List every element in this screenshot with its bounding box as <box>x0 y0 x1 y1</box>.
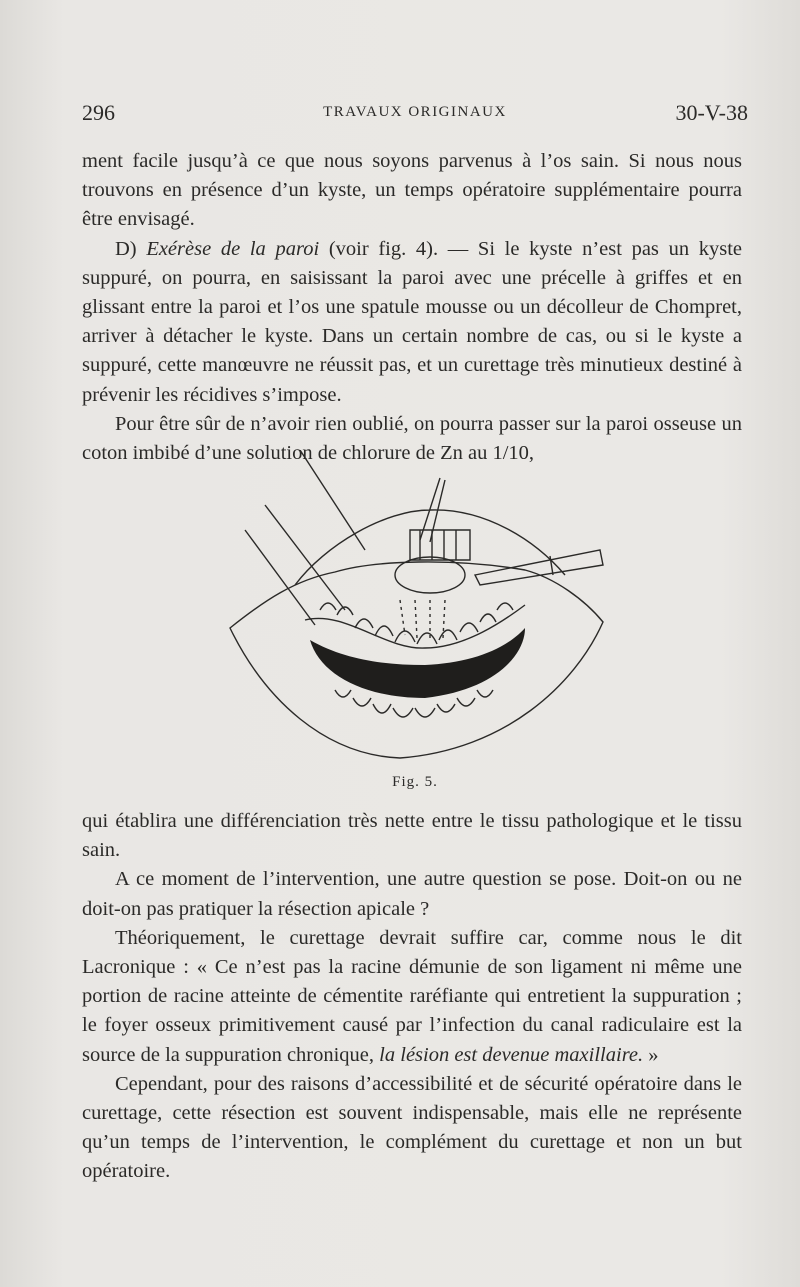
page-number: 296 <box>82 100 115 125</box>
paragraph-question: A ce moment de l’intervention, une autre question se pose. Doit-on ou ne doit-on pas pratiquer la résection apicale ? <box>82 868 742 920</box>
figure-caption: Fig. 5. <box>392 774 438 790</box>
running-title: TRAVAUX ORIGINAUX <box>323 104 507 120</box>
paragraph-cependant: Cependant, pour des raisons d’accessibilité et de sécurité opératoire dans le curettage, cette résection est souvent indispensable, mais elle ne représente qu’un temps de l’intervention, le complément du curettage et non un but opératoire. <box>82 1072 742 1183</box>
text-block-top <box>82 147 742 468</box>
section-title: Exérèse de la paroi <box>146 237 320 260</box>
quote-emphasis: la lésion est devenue maxillaire. <box>379 1043 644 1066</box>
paragraph-coton: Pour être sûr de n’avoir rien oublié, on pourra passer sur la paroi osseuse un coton imbibé d’une solution de chlorure de Zn au 1/10, <box>82 412 742 465</box>
quote-text: Théoriquement, le curettage devrait suffire car, comme nous le dit Lacronique : « Ce n’est pas la racine démunie de son ligament ni même une portion de racine atteinte de cémentite raréfiante qui entretient la suppuration ; le foyer osseux primitivement causé par l’infection du canal radiculaire est la source de la suppuration chronique, <box>82 926 742 1066</box>
section-text: (voir fig. 4). — Si le kyste n’est pas un kyste suppuré, on pourra, en saisissant la paroi avec une précelle à griffes et en glissant entre la paroi et l’os une spatule mousse ou un décolleur de Chompret, arriver à détacher le kyste. Dans un certain nombre de cas, ou si le kyste a suppuré, cette manœuvre ne réussit pas, et un curettage très minutieux destiné à prévenir les récidives s’impose. <box>82 237 743 406</box>
issue-date: 30-V-38 <box>675 100 748 125</box>
section-label: D) <box>115 237 137 260</box>
text-block-bottom <box>82 807 742 1187</box>
quote-close: » <box>648 1043 659 1066</box>
paragraph-lacronique <box>82 924 742 1070</box>
running-head <box>82 100 748 130</box>
paragraph-differenciation: qui établira une différenciation très nette entre le tissu pathologique et le tissu sain. <box>82 810 742 862</box>
surgical-illustration <box>225 450 605 770</box>
paragraph-exerese <box>82 235 742 410</box>
paragraph-continuation: ment facile jusqu’à ce que nous soyons parvenus à l’os sain. Si nous nous trouvons en présence d’un kyste, un temps opératoire supplémentaire pourra être envisagé. <box>82 150 742 231</box>
